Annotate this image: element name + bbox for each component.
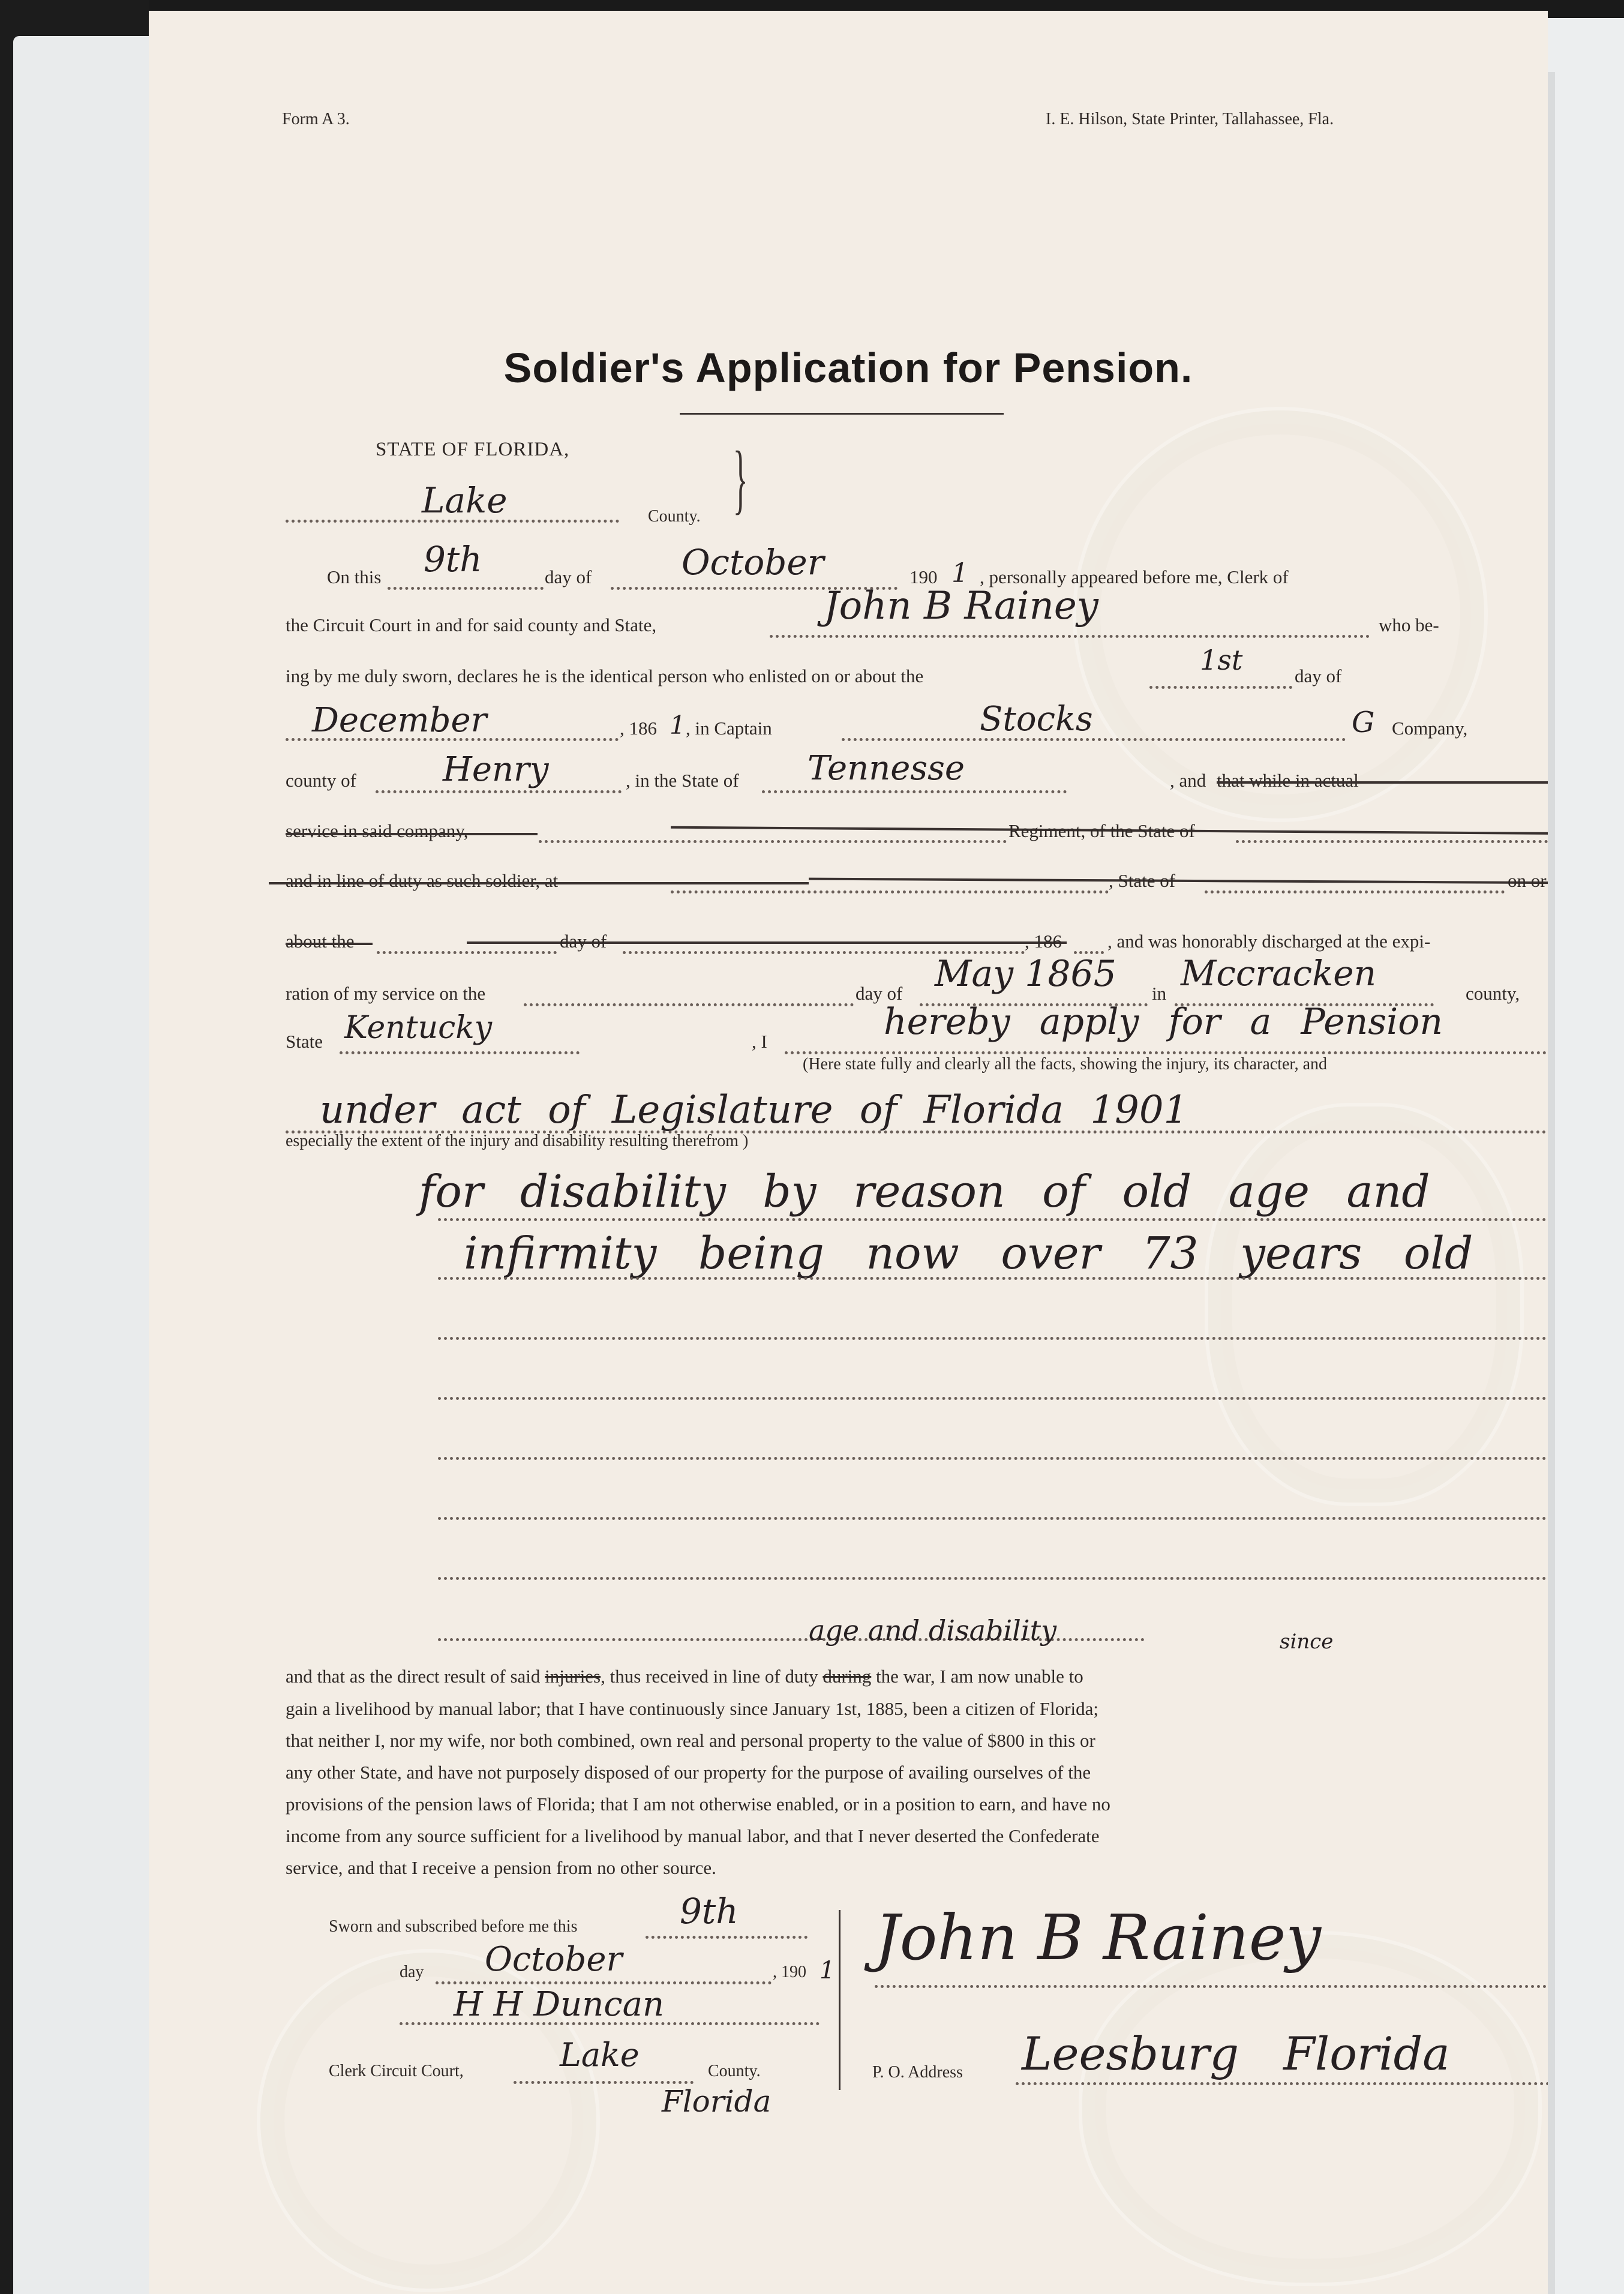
in-word: in — [1152, 983, 1167, 1004]
appearance-day: 9th — [424, 539, 482, 580]
act-statement: under act of Legislature of Florida 1901 — [320, 1088, 1188, 1132]
document-title: Soldier's Application for Pension. — [503, 344, 1193, 391]
county-word-2: county, — [1466, 983, 1520, 1004]
struck-text-4: about the — [286, 931, 355, 952]
applicant-signature: John B Rainey — [875, 1901, 1322, 1974]
blank-line — [438, 1457, 1548, 1460]
apply-statement: hereby apply for a Pension — [884, 1001, 1443, 1043]
closing-line-7: service, and that I receive a pension from no other source. — [286, 1857, 716, 1878]
and-text: , and — [1170, 770, 1206, 791]
closing-line-5: provisions of the pension laws of Florida; that I am not otherwise enabled, or in a position to earn, and have no — [286, 1794, 1110, 1815]
state-of-text: , State of — [1109, 870, 1176, 891]
discharge-state: Kentucky — [344, 1010, 493, 1046]
year-1861-prefix: , 186 — [620, 718, 657, 739]
inserted-text-age-disability: age and disability — [809, 1614, 1057, 1647]
venue-brace: } — [733, 436, 748, 522]
po-address-value: Leesburg Florida — [1022, 2027, 1450, 2080]
company-label: Company, — [1392, 718, 1468, 739]
county-of-text: county of — [286, 770, 356, 791]
sworn-subscribed-text: Sworn and subscribed before me this — [329, 1917, 578, 1936]
embossed-seal-lower-right — [1079, 1931, 1542, 2286]
clerk-label: Clerk Circuit Court, — [329, 2062, 464, 2080]
honorably-text: , and was honorably discharged at the expi- — [1107, 931, 1431, 952]
clerk-state: Florida — [662, 2084, 772, 2119]
appeared-text: , personally appeared before me, Clerk of — [980, 566, 1289, 587]
pension-application-document — [149, 11, 1548, 2294]
county-value: Lake — [422, 480, 508, 521]
struck-during: during — [822, 1666, 872, 1687]
appearance-month: October — [682, 542, 824, 583]
i-word: , I — [752, 1031, 767, 1052]
closing-line-1: and that as the direct result of said injuries, thus received in line of duty during the war, I am now unable to — [286, 1666, 1083, 1687]
closing-line-2: gain a livelihood by manual labor; that I have continuously since January 1st, 1885, been a citizen of Florida; — [286, 1698, 1099, 1719]
inserted-text-since: since — [1280, 1630, 1334, 1654]
on-or-text: on or — [1508, 870, 1547, 891]
instruction-line-2: especially the extent of the injury and disability resulting therefrom ) — [286, 1132, 749, 1150]
po-address-label: P. O. Address — [872, 2063, 963, 2082]
day-of-label-3: day of — [855, 983, 903, 1004]
ration-text: ration of my service on the — [286, 983, 486, 1004]
printer-credit: I. E. Hilson, State Printer, Tallahassee, Fla. — [1046, 110, 1334, 128]
jurat-day-label: day — [400, 1963, 424, 1981]
day-of-label-2: day of — [1295, 665, 1342, 686]
instruction-line-1: (Here state fully and clearly all the facts, showing the injury, its character, and — [803, 1055, 1328, 1073]
struck-text-2: service in said company, — [286, 820, 469, 841]
struck-injuries: injuries — [545, 1666, 601, 1687]
jurat-brace — [839, 1910, 844, 2090]
enlist-month: December — [312, 701, 487, 740]
applicant-name: John B Rainey — [824, 584, 1098, 628]
reason-line-1: for disability by reason of old age and — [419, 1166, 1430, 1218]
struck-text-5: day of — [560, 931, 607, 952]
year-prefix: 190 — [909, 566, 938, 587]
enlist-day: 1st — [1200, 644, 1243, 676]
jurat-day: 9th — [680, 1891, 739, 1932]
discharge-county: Mccracken — [1181, 953, 1376, 994]
form-number: Form A 3. — [282, 110, 350, 128]
yr-186-text: , 186 — [1025, 931, 1062, 952]
title-rule — [680, 413, 1004, 415]
discharge-date: May 1865 — [935, 953, 1116, 995]
blank-line — [438, 1577, 1548, 1580]
state-label: STATE OF FLORIDA, — [376, 439, 570, 460]
who-be-text: who be- — [1379, 614, 1439, 635]
closing-line-3: that neither I, nor my wife, nor both combined, own real and personal property to the value of $800 in this or — [286, 1730, 1095, 1751]
enlist-state: Tennesse — [808, 749, 965, 788]
reason-line-2: infirmity being now over 73 years old — [464, 1228, 1473, 1279]
blank-line — [438, 1397, 1548, 1400]
year-1861-suffix: 1 — [670, 710, 686, 740]
closing-line-6: income from any source sufficient for a livelihood by manual labor, and that I never deserted the Confederate — [286, 1825, 1100, 1846]
clerk-signature: H H Duncan — [454, 1985, 665, 2024]
clerk-county-word: County. — [708, 2062, 761, 2080]
blank-line — [438, 1337, 1548, 1340]
closing-line-4: any other State, and have not purposely disposed of our property for the purpose of availing ourselves of the — [286, 1762, 1091, 1783]
scanner-frame-left — [0, 0, 149, 2294]
blank-line — [438, 1517, 1548, 1520]
jurat-year-suffix: 1 — [819, 1957, 835, 1984]
jurat-month: October — [485, 1940, 623, 1979]
in-state-of-text: , in the State of — [626, 770, 739, 791]
regiment-text: Regiment, of the State of — [1008, 820, 1195, 841]
embossed-seal-middle — [1205, 1103, 1524, 1506]
jurat-year-prefix: , 190 — [773, 1963, 806, 1981]
state-word: State — [286, 1031, 323, 1052]
enlist-county: Henry — [443, 750, 549, 789]
struck-text-1: that while in actual — [1217, 770, 1359, 791]
company-letter: G — [1352, 706, 1375, 739]
sworn-text: ing by me duly sworn, declares he is the identical person who enlisted on or about the — [286, 665, 924, 686]
scanner-frame-right — [1548, 18, 1624, 2294]
year-suffix: 1 — [951, 558, 968, 589]
county-label: County. — [648, 507, 701, 526]
day-of-label: day of — [545, 566, 592, 587]
captain-name: Stocks — [980, 700, 1093, 739]
on-this-label: On this — [327, 566, 382, 587]
struck-text-3: and in line of duty as such soldier, at — [286, 870, 559, 891]
in-captain-text: , in Captain — [686, 718, 772, 739]
circuit-text: the Circuit Court in and for said county and State, — [286, 614, 657, 635]
clerk-county: Lake — [560, 2036, 640, 2074]
